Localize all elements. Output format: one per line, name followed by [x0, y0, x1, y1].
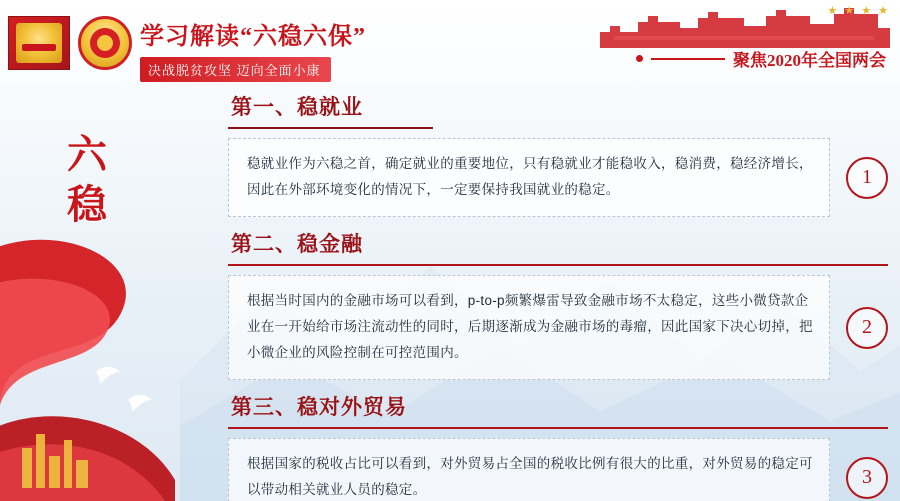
- section-3: [228, 386, 888, 501]
- section-1-body: [228, 138, 830, 217]
- section-3-text: 根据国家的税收占比可以看到，对外贸易占全国的税收比例有很大的比重，对外贸易的稳定可以带动相关就业人员的稳定。: [247, 456, 813, 497]
- section-2-number-badge: 2: [846, 307, 888, 349]
- section-2-heading: 第二、稳金融: [231, 232, 363, 256]
- left-decoration: [0, 100, 210, 501]
- section-2: [228, 223, 888, 380]
- header-band: [0, 0, 900, 86]
- section-2-text: 根据当时国内的金融市场可以看到，p-to-p频繁爆雷导致金融市场不太稳定，这些小微贷款企业在一开始给市场注流动性的同时，后期逐渐成为金融市场的毒瘤，因此国家下决心切掉，把小微企业的风险控制在可控范围内。: [247, 293, 813, 360]
- content-column: [228, 86, 888, 501]
- section-3-heading: 第三、稳对外贸易: [231, 395, 407, 419]
- section-1-number-badge: 1: [846, 157, 888, 199]
- page-subtitle: 决战脱贫攻坚 迈向全面小康: [140, 57, 331, 82]
- section-3-body: [228, 438, 830, 501]
- bullet-dot-icon: [636, 55, 643, 62]
- section-1-heading: 第一、稳就业: [231, 95, 363, 119]
- section-1: [228, 86, 888, 217]
- title-block: [140, 16, 366, 82]
- section-1-text: 稳就业作为六稳之首，确定就业的重要地位，只有稳就业才能稳收入，稳消费，稳经济增长，因此在外部环境变化的情况下，一定要保持我国就业的稳定。: [247, 156, 813, 197]
- divider-line: [651, 58, 725, 60]
- section-2-body: [228, 275, 830, 380]
- section-3-number-badge: 3: [846, 457, 888, 499]
- page-title: 学习解读“六稳六保”: [140, 24, 366, 50]
- focus-text: 聚焦2020年全国两会: [733, 51, 886, 70]
- left-panel-label: 六 稳: [67, 132, 107, 227]
- party-emblem-icon: [78, 16, 132, 70]
- stars-decoration: ★ ★ ★ ★: [827, 5, 890, 17]
- focus-banner: [636, 46, 886, 71]
- national-emblem-icon: [8, 16, 70, 70]
